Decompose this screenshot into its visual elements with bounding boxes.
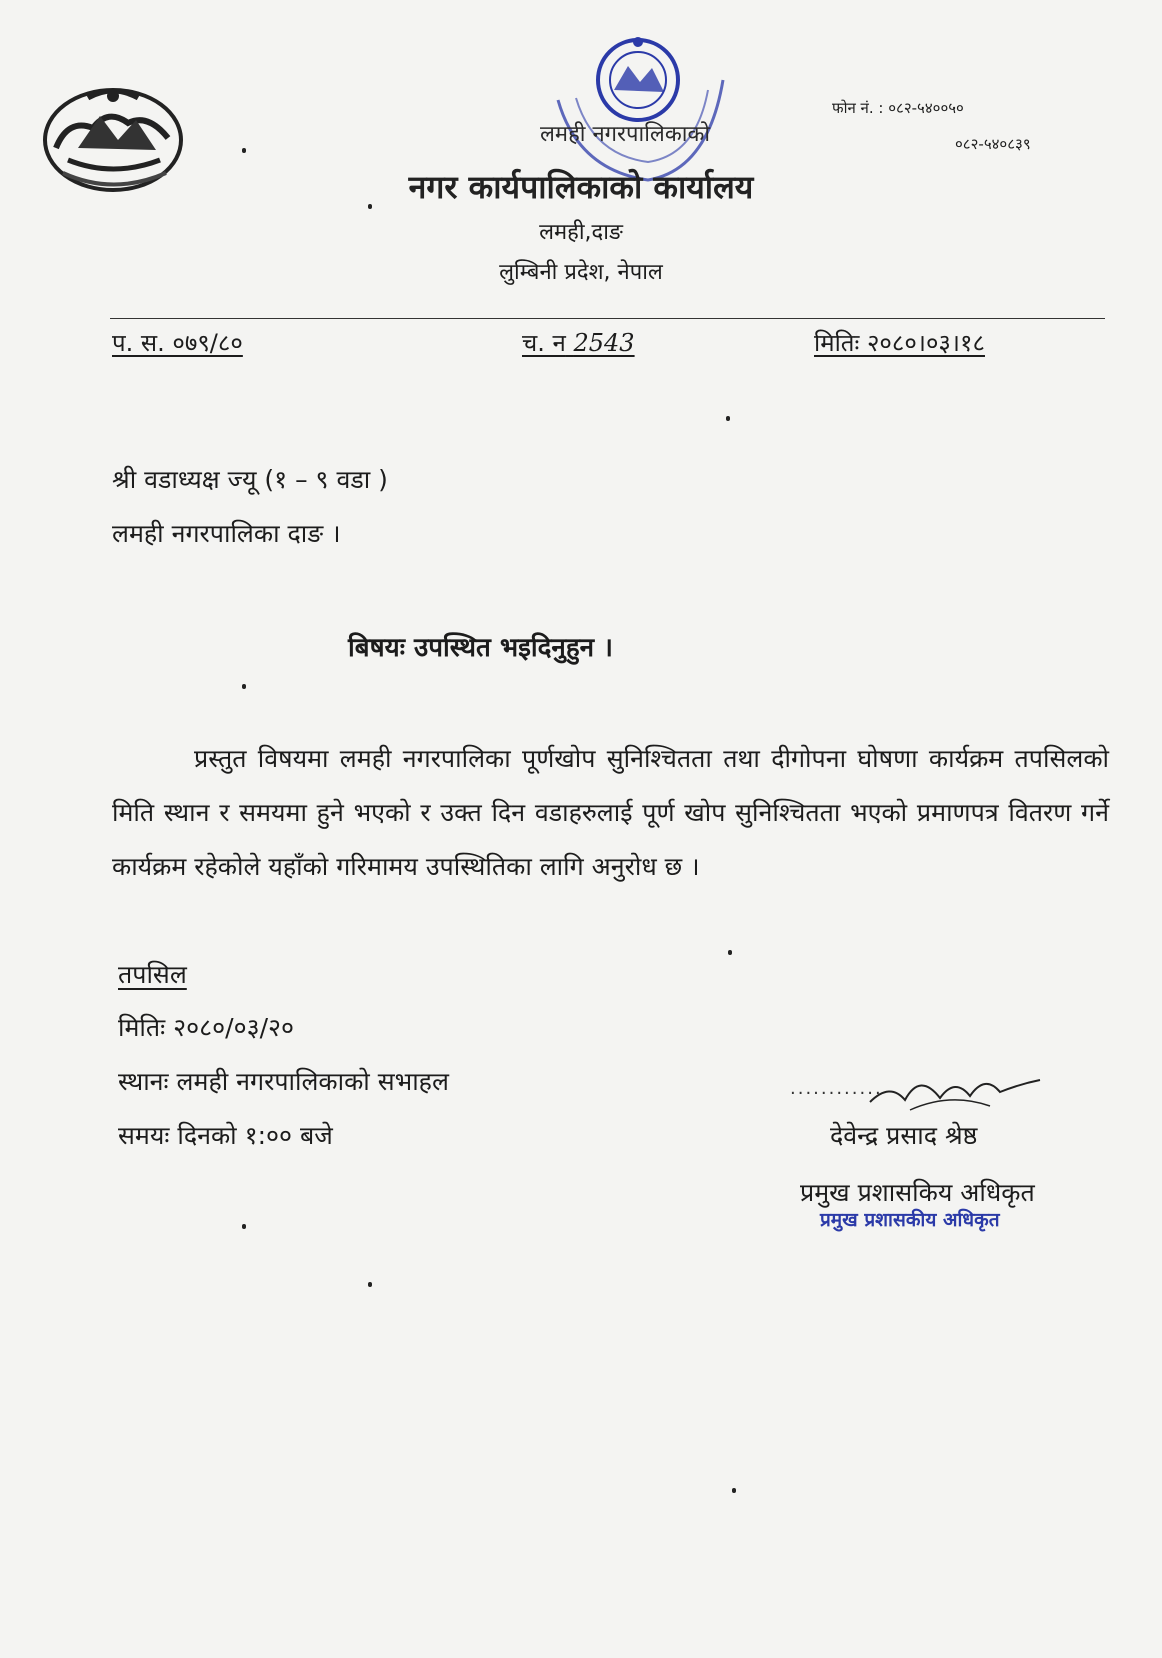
- scan-speck: [368, 1282, 372, 1287]
- letter-body: प्रस्तुत विषयमा लमही नगरपालिका पूर्णखोप सुनिश्चितता तथा दीगोपना घोषणा कार्यक्रम तपसिलको मिति स्थान र समयमा हुने भएको र उक्त दिन वडाहरुलाई पूर्ण खोप सुनिश्चितता भएको प्रमाणपत्र वितरण गर्ने कार्यक्रम रहेकोले यहाँको गरिमामय उपस्थितिका लागि अनुरोध छ ।: [112, 744, 1109, 881]
- handwritten-signature-icon: [860, 1062, 1050, 1122]
- scan-speck: [368, 204, 372, 209]
- scan-speck: [726, 416, 730, 421]
- phone-number-1: फोन नं. : ०८२-५४००५०: [832, 99, 964, 117]
- office-title: नगर कार्यपालिकाको कार्यालय: [408, 168, 754, 206]
- scan-speck: [732, 1488, 736, 1493]
- signatory-title: प्रमुख प्रशासकिय अधिकृत: [800, 1178, 1035, 1207]
- scan-speck: [242, 684, 246, 689]
- scan-speck: [242, 148, 246, 153]
- event-time: समयः दिनको १:०० बजे: [118, 1121, 333, 1150]
- scan-speck: [728, 950, 732, 955]
- signature-dots: ............: [790, 1078, 883, 1099]
- dispatch-number-handwritten: 2543: [573, 329, 635, 357]
- recipient-line: श्री वडाध्यक्ष ज्यू (१ – ९ वडा ): [112, 465, 388, 494]
- office-name-line: लमही नगरपालिकाको: [540, 122, 711, 147]
- details-heading: तपसिल: [118, 960, 187, 989]
- dispatch-label: च. न: [522, 329, 566, 357]
- letter-number: प. स. ०७९/८०: [112, 329, 243, 357]
- signatory-name: देवेन्द्र प्रसाद श्रेष्ठ: [830, 1121, 978, 1150]
- subject-line: बिषयः उपस्थित भइदिनुहुन ।: [348, 633, 613, 663]
- recipient-address: लमही नगरपालिका दाङ ।: [112, 519, 341, 548]
- header-divider: [110, 318, 1105, 319]
- event-date: मितिः २०८०/०३/२०: [118, 1013, 294, 1042]
- event-place: स्थानः लमही नगरपालिकाको सभाहल: [118, 1067, 449, 1096]
- scan-speck: [242, 1224, 246, 1229]
- letter-date: मितिः २०८०।०३।१८: [814, 329, 985, 357]
- office-location: लमही,दाङ: [539, 220, 623, 245]
- phone-number-2: ०८२-५४०८३९: [955, 135, 1031, 153]
- signatory-stamp: प्रमुख प्रशासकीय अधिकृत: [820, 1209, 1000, 1231]
- office-province: लुम्बिनी प्रदेश, नेपाल: [499, 260, 663, 285]
- dispatch-number: [522, 326, 635, 359]
